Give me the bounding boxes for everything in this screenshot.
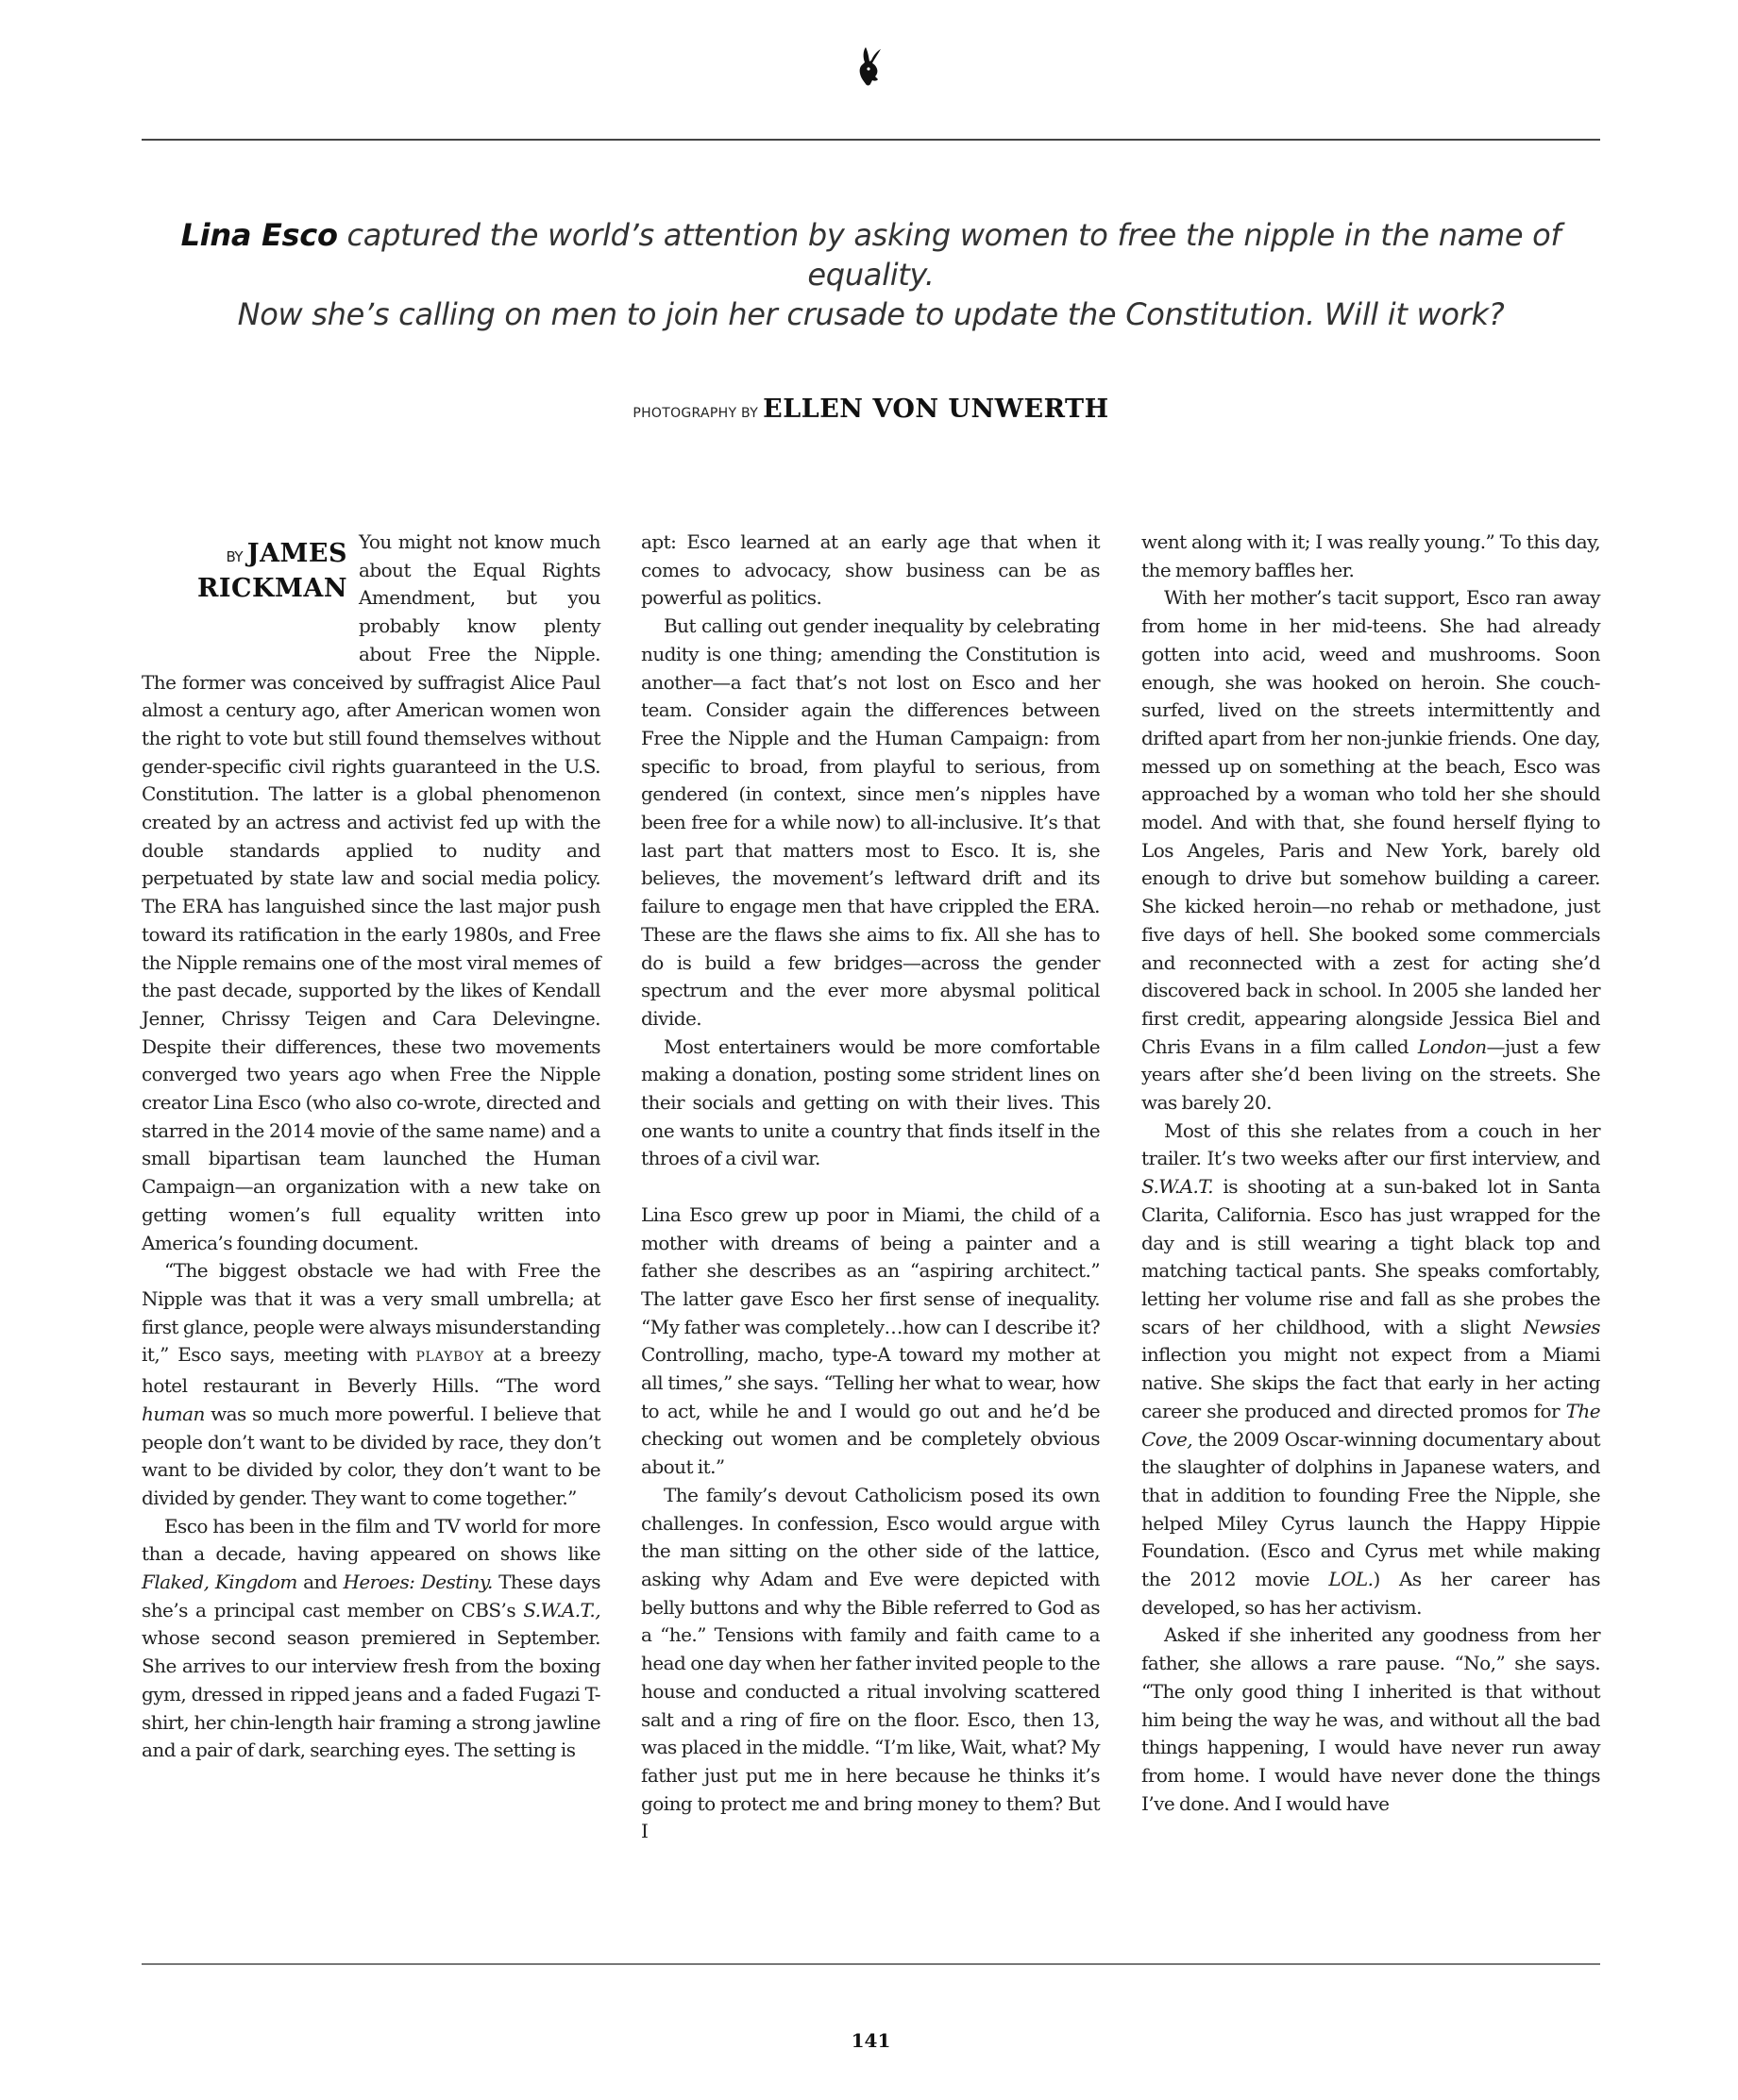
- author-last-name: RICKMAN: [196, 574, 347, 603]
- paragraph: BY JAMES RICKMAN You might not know much about the Equal Rights Amendment, but you probably know plenty about Free the Nipple. The former was conceived by suffragist Alice Paul almost a century ago, after American women won the right to vote but still found themselves without gender-specific civil rights guaranteed in the U.S. Constitution. The latter is a global phenomenon created by an actress and activist fed up with the double standards applied to nudity and perpetuated by state law and social media policy. The ERA has languished since the last major push toward its ratification in the early 1980s, and Free the Nipple remains one of the most viral memes of the past decade, supported by the likes of Kendall Jenner, Chrissy Teigen and Cara Delevingne. Despite their differences, these two movements converged two years ago when Free the Nipple creator Lina Esco (who also co-wrote, directed and starred in the 2014 movie of the same name) and a small bipartisan team launched the Human Campaign—an organization with a new take on getting women’s full equality written into America’s founding document.: [142, 530, 600, 1254]
- article-column-1: [142, 529, 600, 1765]
- magazine-name: PLAYBOY: [415, 1350, 484, 1366]
- paragraph: Esco has been in the film and TV world for more than a decade, having appeared on shows like Flaked, Kingdom and Heroes: Destiny. These days she’s a principal cast member on CBS’s S.W.A.T., whose second season premiered in September. She arrives to our interview fresh from the boxing gym, dressed in ripped jeans and a faded Fugazi T-shirt, her chin-length hair framing a strong jawline and a pair of dark, searching eyes. The setting is: [142, 1514, 600, 1762]
- article-column-3: [1141, 529, 1600, 1818]
- bottom-rule: [142, 1963, 1600, 1965]
- byline-prefix: BY: [226, 548, 243, 565]
- paragraph: “The biggest obstacle we had with Free the Nipple was that it was a very small umbrella; at first glance, people were always misunderstanding it,” Esco says, meeting with PLAYBOY at a breezy hotel restaurant in Beverly Hills. “The word human was so much more powerful. I believe that people don’t want to be divided by race, they don’t want to be divided by color, they don’t want to be divided by gender. They want to come together.”: [142, 1259, 600, 1509]
- paragraph: Asked if she inherited any goodness from her father, she allows a rare pause. “No,” she says. “The only good thing I inherited is that without him being the way he was, and without all the bad things happening, I would have never run away from home. I would have never done the things I’ve done. And I would have: [1141, 1623, 1600, 1815]
- paragraph: apt: Esco learned at an early age that when it comes to advocacy, show business can be as powerful as politics.: [641, 530, 1100, 610]
- photo-credit: [142, 395, 1600, 424]
- bunny-head-icon: [852, 45, 885, 87]
- paragraph: Most entertainers would be more comfortable making a donation, posting some strident lines on their socials and getting on with their lives. This one wants to unite a country that finds itself in the throes of a civil war.: [641, 1034, 1100, 1170]
- article-column-2: [641, 529, 1100, 1846]
- top-rule: [142, 139, 1600, 141]
- dek-subject-name: Lina Esco: [180, 217, 338, 253]
- author-first-name: JAMES: [246, 539, 347, 568]
- paragraph: With her mother’s tacit support, Esco ran away from home in her mid-teens. She had already gotten into acid, weed and mushrooms. Soon enough, she was hooked on heroin. She couch-surfed, lived on the streets intermittently and drifted apart from her non-junkie friends. One day, messed up on something at the beach, Esco was approached by a woman who told her she should model. And with that, she found herself flying to Los Angeles, Paris and New York, barely old enough to drive but somehow building a career. She kicked heroin—no rehab or methadone, just five days of hell. She booked some commercials and reconnected with a zest for acting she’d discovered back in school. In 2005 she landed her first credit, appearing alongside Jessica Biel and Chris Evans in a film called London—just a few years after she’d been living on the streets. She was barely 20.: [1141, 586, 1600, 1115]
- paragraph: But calling out gender inequality by celebrating nudity is one thing; amending the Constitution is another—a fact that’s not lost on Esco and her team. Consider again the differences between Free the Nipple and the Human Campaign: from specific to broad, from playful to serious, from gendered (in context, since men’s nipples have been free for a while now) to all-inclusive. It’s that last part that matters most to Esco. It is, she believes, the movement’s leftward drift and its failure to engage men that have crippled the ERA. These are the flaws she aims to fix. All she has to do is build a few bridges—across the gender spectrum and the ever more abysmal political divide.: [641, 614, 1100, 1030]
- paragraph: Lina Esco grew up poor in Miami, the child of a mother with dreams of being a painter and a father she describes as an “aspiring architect.” The latter gave Esco her first sense of inequality. “My father was completely…how can I describe it? Controlling, macho, type-A toward my mother at all times,” she says. “Telling her what to wear, how to act, while he and I would go out and he’d be checking out women and be completely obvious about it.”: [641, 1202, 1100, 1479]
- article-dek: [142, 215, 1600, 334]
- page-number: 141: [851, 2029, 891, 2052]
- photographer-name: ELLEN VON UNWERTH: [763, 395, 1109, 424]
- dek-line-2: Now she’s calling on men to join her crusade to update the Constitution. Will it work?: [237, 296, 1505, 332]
- photo-credit-prefix: PHOTOGRAPHY BY: [633, 406, 759, 421]
- paragraph: Most of this she relates from a couch in her trailer. It’s two weeks after our first interview, and S.W.A.T. is shooting at a sun-baked lot in Santa Clarita, California. Esco has just wrapped for the day and is still wearing a tight black top and matching tactical pants. She speaks comfortably, letting her volume rise and fall as she probes the scars of her childhood, with a slight Newsies inflection you might not expect from a Miami native. She skips the fact that early in her acting career she produced and directed promos for The Cove, the 2009 Oscar-winning documentary about the slaughter of dolphins in Japanese waters, and that in addition to founding Free the Nipple, she helped Miley Cyrus launch the Happy Hippie Foundation. (Esco and Cyrus met while making the 2012 movie LOL.) As her career has developed, so has her activism.: [1141, 1118, 1600, 1619]
- paragraph: The family’s devout Catholicism posed its own challenges. In confession, Esco would argue with the man sitting on the other side of the lattice, asking why Adam and Eve were depicted with belly buttons and why the Bible referred to God as a “he.” Tensions with family and faith came to a head one day when her father invited people to the house and conducted a ritual involving scattered salt and a ring of fire on the floor. Esco, then 13, was placed in the middle. “I’m like, Wait, what? My father just put me in here because he thinks it’s going to protect me and bring money to them? But I: [641, 1483, 1100, 1843]
- dek-line-1: Lina Esco captured the world’s attention by asking women to free the nipple in the name of equality.: [180, 217, 1561, 293]
- paragraph: went along with it; I was really young.” To this day, the memory baffles her.: [1141, 530, 1600, 581]
- author-byline: [142, 532, 347, 645]
